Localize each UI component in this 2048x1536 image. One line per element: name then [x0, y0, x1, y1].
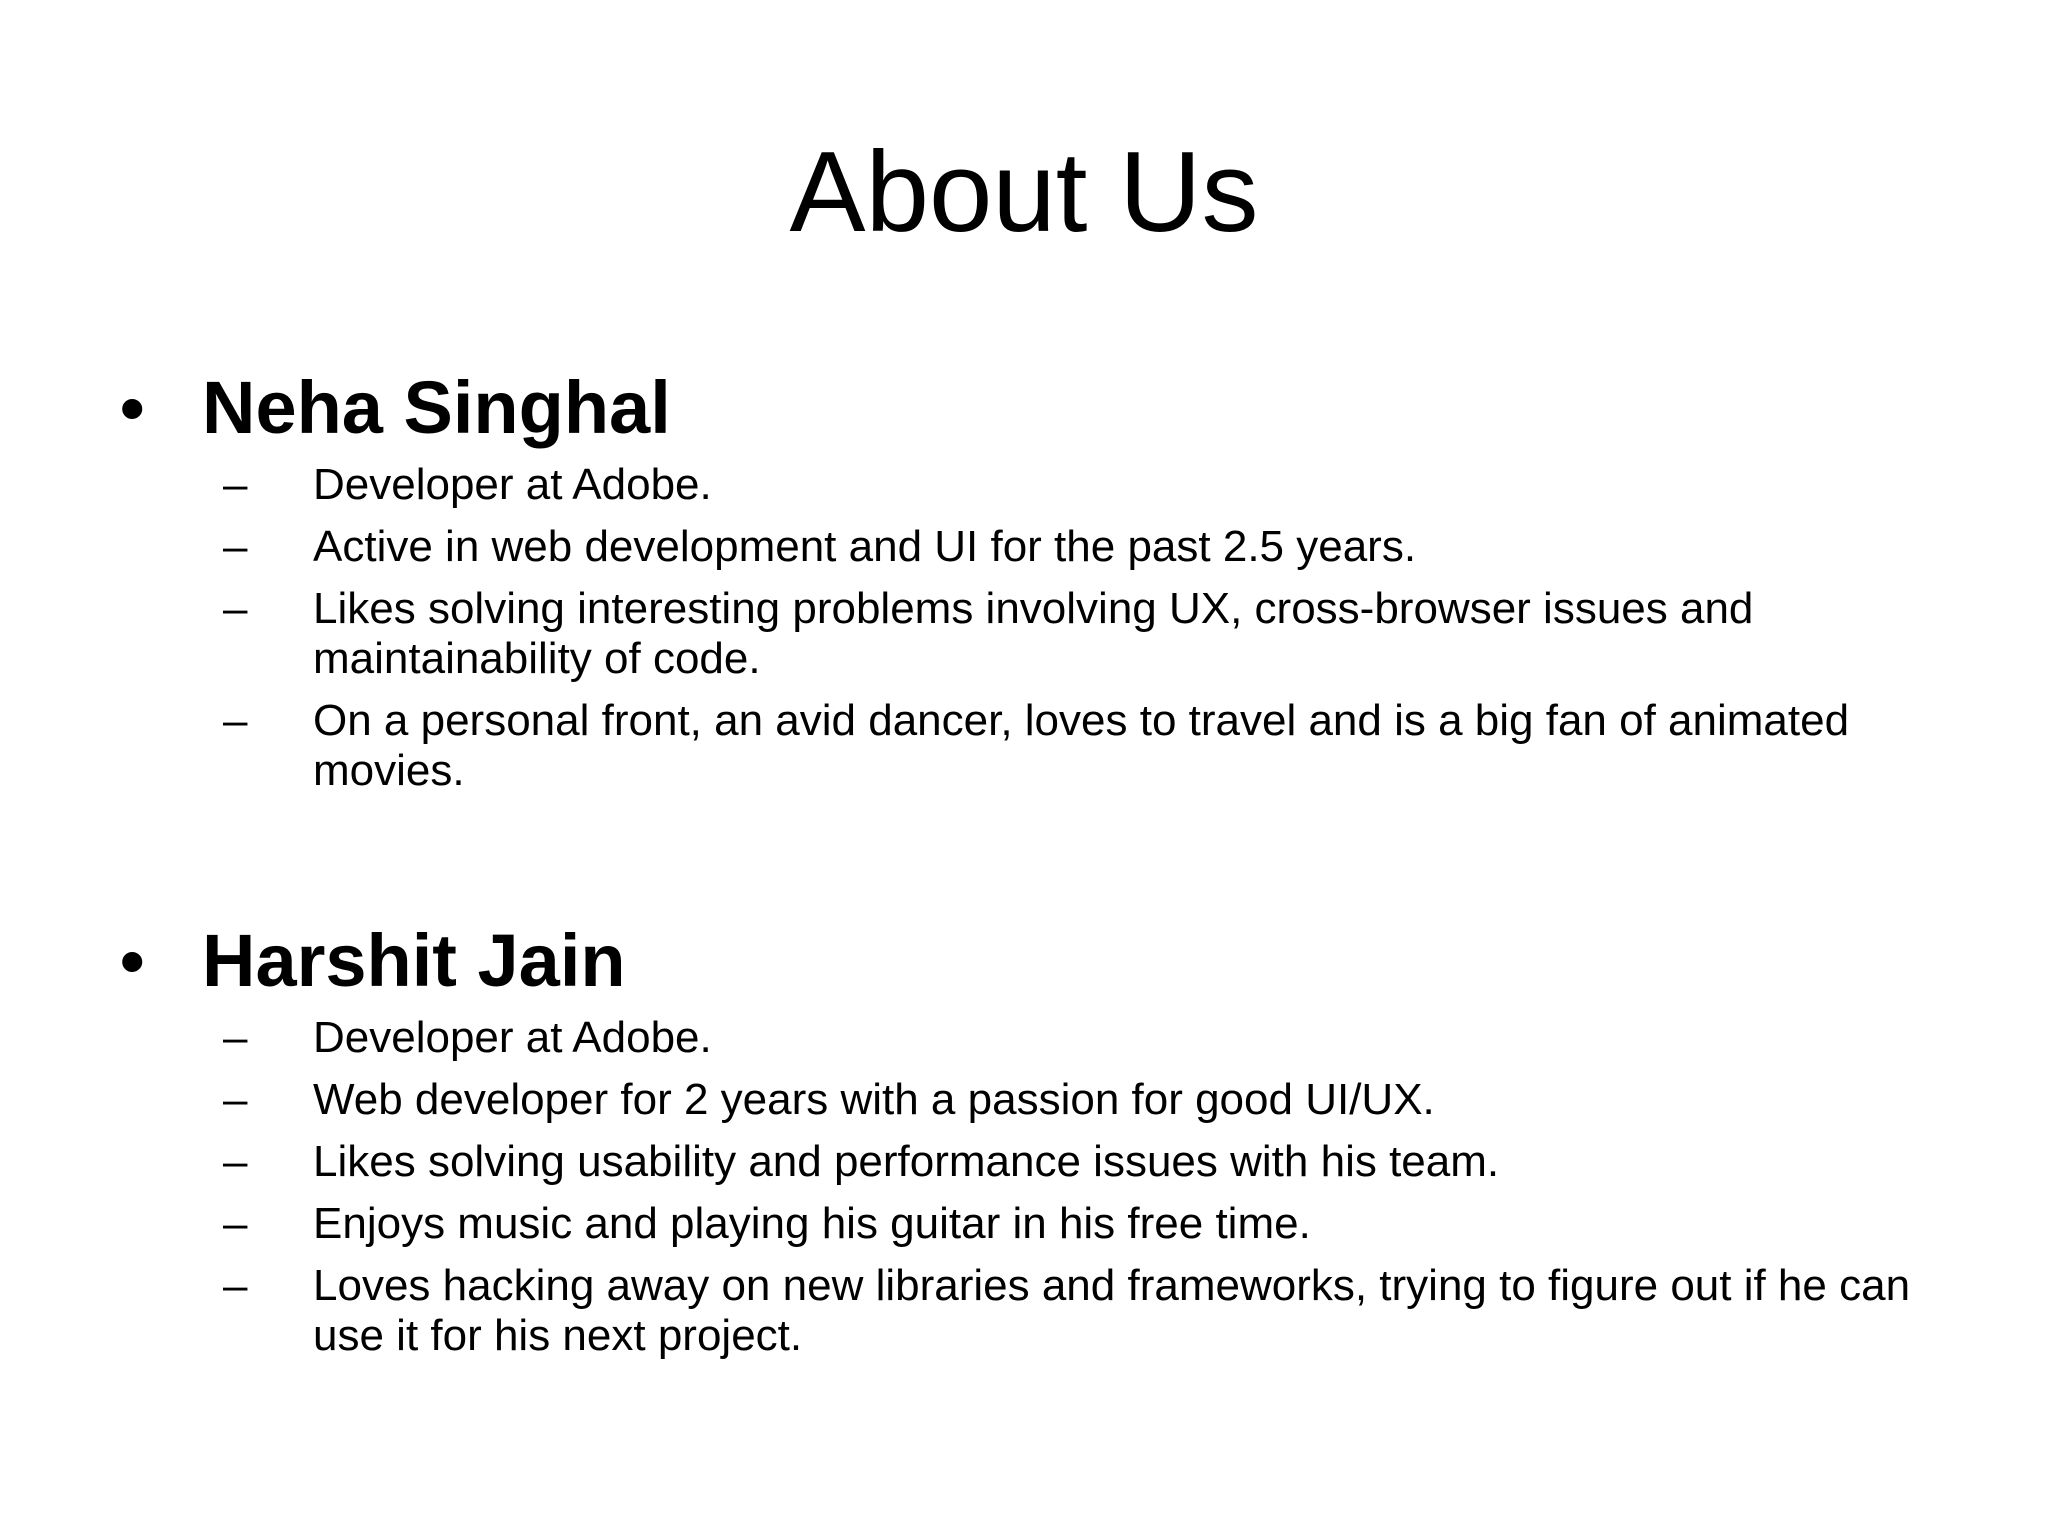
detail-text: Active in web development and UI for the past 2.5 years.: [313, 522, 1417, 571]
dash-bullet: –: [223, 584, 248, 633]
detail-text: Loves hacking away on new libraries and frameworks, trying to figure out if he can use it for his next project.: [313, 1261, 1911, 1360]
dash-bullet: –: [223, 1013, 248, 1062]
person-heading: [120, 362, 1950, 454]
detail-item: [223, 522, 1943, 572]
detail-text: Developer at Adobe.: [313, 460, 712, 509]
dash-bullet: –: [223, 1261, 248, 1310]
dash-bullet: –: [223, 696, 248, 745]
detail-text: Likes solving usability and performance issues with his team.: [313, 1137, 1500, 1186]
person-heading: [120, 915, 1950, 1007]
dash-bullet: –: [223, 460, 248, 509]
detail-text: Developer at Adobe.: [313, 1013, 712, 1062]
dash-bullet: –: [223, 1199, 248, 1248]
detail-text: On a personal front, an avid dancer, loves to travel and is a big fan of animated movies.: [313, 696, 1850, 795]
detail-item: [223, 1137, 1943, 1187]
detail-item: [223, 584, 1943, 684]
bullet-dot: •: [120, 922, 145, 1000]
detail-text: Enjoys music and playing his guitar in his free time.: [313, 1199, 1311, 1248]
detail-item: [223, 696, 1943, 796]
person-section-harshit: [120, 915, 1950, 1361]
person-name: Harshit Jain: [202, 919, 626, 1002]
slide-title: About Us: [789, 129, 1259, 256]
dash-bullet: –: [223, 522, 248, 571]
dash-bullet: –: [223, 1137, 248, 1186]
detail-item: [223, 1199, 1943, 1249]
person-details-list: [223, 1013, 1943, 1361]
detail-item: [223, 1261, 1943, 1361]
person-details-list: [223, 460, 1943, 796]
detail-text: Web developer for 2 years with a passion for good UI/UX.: [313, 1075, 1435, 1124]
detail-item: [223, 460, 1943, 510]
detail-item: [223, 1075, 1943, 1125]
person-name: Neha Singhal: [202, 366, 671, 449]
dash-bullet: –: [223, 1075, 248, 1124]
detail-text: Likes solving interesting problems involving UX, cross-browser issues and maintainability of code.: [313, 584, 1754, 683]
person-section-neha: [120, 362, 1950, 796]
detail-item: [223, 1013, 1943, 1063]
bullet-dot: •: [120, 369, 145, 447]
